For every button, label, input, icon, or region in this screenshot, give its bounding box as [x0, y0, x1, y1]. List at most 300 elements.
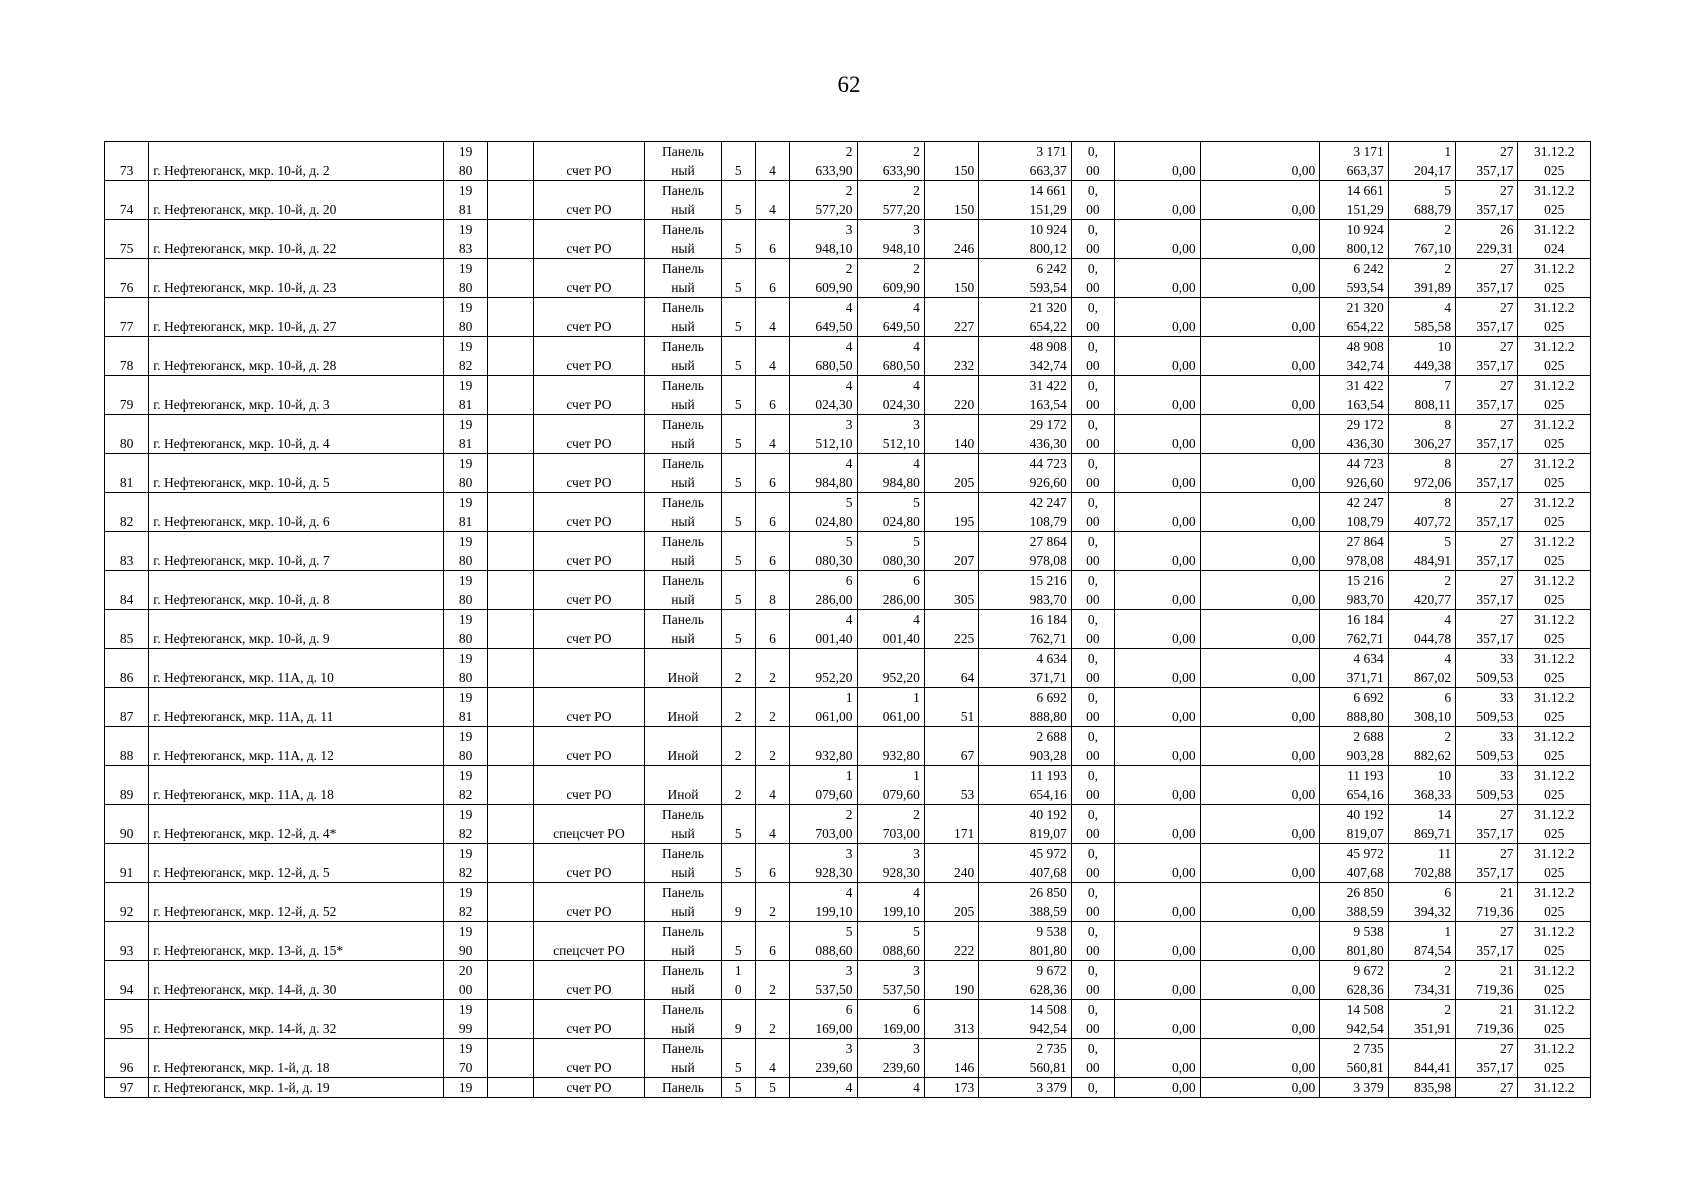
cell-address: г. Нефтеюганск, мкр. 14-й, д. 30 [149, 961, 444, 1000]
cell-line: 70 [458, 1060, 473, 1075]
cell-date [1518, 415, 1591, 454]
cell-line: 942,54 [1029, 1021, 1067, 1036]
cell-material [645, 532, 721, 571]
cell-line: ный [671, 631, 695, 646]
cell-floors [721, 337, 755, 376]
cell-zero [1071, 883, 1114, 922]
cell-fmt: счет РО [533, 259, 645, 298]
cell-line: 024,30 [882, 397, 920, 412]
cell-date [1518, 1039, 1591, 1078]
cell-v1: 0,00 [1115, 1078, 1201, 1098]
cell-blank [488, 181, 533, 220]
cell-line: Панель [662, 456, 704, 471]
cell-address: г. Нефтеюганск, мкр. 10-й, д. 8 [149, 571, 444, 610]
cell-fmt: счет РО [533, 610, 645, 649]
cell-material: Панель [645, 1078, 721, 1098]
cell-line [726, 259, 751, 278]
cell-num: 88 [105, 727, 149, 766]
cell-address: г. Нефтеюганск, мкр. 10-й, д. 5 [149, 454, 444, 493]
cell-line: 19 [458, 183, 473, 198]
cell-line: 31 422 [1346, 378, 1384, 393]
cell-line: 3 [845, 417, 853, 432]
cell-line: 509,53 [1476, 748, 1514, 763]
cell-area-total [790, 571, 857, 610]
cell-line: 80 [458, 475, 473, 490]
cell-year [444, 376, 488, 415]
cell-entrances: 6 [755, 922, 789, 961]
cell-line: 948,10 [882, 241, 920, 256]
cell-line: 00 [1086, 553, 1100, 568]
cell-line: 5 [734, 865, 742, 880]
cell-line: 26 850 [1029, 885, 1067, 900]
cell-entrances: 6 [755, 454, 789, 493]
cell-line [726, 883, 751, 902]
cell-blank [488, 337, 533, 376]
cell-line: 5 [913, 534, 920, 549]
cell-line: 2 [913, 183, 920, 198]
cell-per-m2 [1388, 532, 1455, 571]
cell-cost2 [1320, 532, 1388, 571]
cell-line: Панель [662, 378, 704, 393]
cell-num: 73 [105, 142, 149, 181]
housing-registry-table [104, 141, 1591, 1098]
cell-v1: 0,00 [1115, 337, 1201, 376]
cell-num: 85 [105, 610, 149, 649]
cell-line: 609,90 [815, 280, 853, 295]
cell-line: 00 [1086, 865, 1100, 880]
cell-line [726, 493, 751, 512]
cell-line: 8 [1444, 417, 1452, 432]
cell-v1: 0,00 [1115, 961, 1201, 1000]
cell-line: Иной [667, 748, 699, 763]
cell-line: 388,59 [1346, 904, 1384, 919]
cell-line: 654,22 [1029, 319, 1067, 334]
cell-line: 14 661 [1346, 183, 1384, 198]
cell-blank [488, 610, 533, 649]
cell-blank [488, 1039, 533, 1078]
cell-line: ный [671, 865, 695, 880]
cell-line: 19 [458, 144, 473, 159]
cell-material [645, 337, 721, 376]
cell-v2: 0,00 [1200, 883, 1320, 922]
table-row [105, 181, 1591, 220]
cell-line: 15 216 [1346, 573, 1384, 588]
cell-line: 27 [1499, 261, 1514, 276]
cell-floors [721, 805, 755, 844]
cell-cost2 [1320, 805, 1388, 844]
cell-line: 5 [845, 534, 853, 549]
cell-line: 357,17 [1476, 397, 1514, 412]
cell-line: ный [671, 436, 695, 451]
cell-v2: 0,00 [1200, 610, 1320, 649]
cell-v2: 0,00 [1200, 961, 1320, 1000]
cell-v1: 0,00 [1115, 181, 1201, 220]
cell-limit [1456, 805, 1518, 844]
cell-line: 2 [1444, 222, 1452, 237]
cell-line: 21 [1499, 1002, 1514, 1017]
cell-entrances: 2 [755, 1000, 789, 1039]
cell-area-total [790, 298, 857, 337]
cell-line: 357,17 [1476, 631, 1514, 646]
cell-line [726, 727, 751, 746]
cell-entrances: 6 [755, 610, 789, 649]
cell-line [726, 571, 751, 590]
cell-entrances: 2 [755, 883, 789, 922]
cell-area-total [790, 766, 857, 805]
cell-blank [488, 1000, 533, 1039]
cell-line: 5 [734, 826, 742, 841]
cell-per-m2 [1388, 1039, 1455, 1078]
cell-num: 89 [105, 766, 149, 805]
cell-num: 74 [105, 181, 149, 220]
cell-line: 5 [734, 280, 742, 295]
cell-line: 0, [1087, 963, 1098, 978]
cell-line: 29 172 [1029, 417, 1067, 432]
cell-entrances: 4 [755, 805, 789, 844]
cell-residents: 67 [924, 727, 978, 766]
cell-line: 001,40 [882, 631, 920, 646]
cell-line: 5 [734, 475, 742, 490]
table-row [105, 571, 1591, 610]
cell-line: 800,12 [1346, 241, 1384, 256]
cell-line: 407,68 [1346, 865, 1384, 880]
table-row [105, 532, 1591, 571]
cell-line: 3 [845, 963, 853, 978]
cell-date [1518, 259, 1591, 298]
cell-line: 31 422 [1029, 378, 1067, 393]
cell-zero [1071, 1000, 1114, 1039]
cell-line: Панель [662, 1041, 704, 1056]
cell-line: 351,91 [1413, 1021, 1452, 1036]
cell-line: 5 [734, 514, 742, 529]
cell-date [1518, 649, 1591, 688]
cell-line: 357,17 [1476, 865, 1514, 880]
cell-blank [488, 454, 533, 493]
cell-line: 984,80 [882, 475, 920, 490]
cell-line: 0, [1087, 1041, 1098, 1056]
cell-line: 025 [1544, 670, 1565, 685]
cell-line [726, 181, 751, 200]
cell-line: 926,60 [1029, 475, 1067, 490]
cell-floors [721, 961, 755, 1000]
cell-line: ный [671, 202, 695, 217]
cell-cost2 [1320, 1000, 1388, 1039]
table-body [105, 142, 1591, 1098]
cell-line: 2 688 [1036, 729, 1067, 744]
table-row [105, 610, 1591, 649]
cell-line: 2 [1444, 573, 1452, 588]
cell-line [862, 649, 920, 668]
cell-date [1518, 181, 1591, 220]
cell-line: 903,28 [1029, 748, 1067, 763]
cell-blank [488, 766, 533, 805]
cell-zero: 0, [1071, 1078, 1114, 1098]
cell-line: 983,70 [1346, 592, 1384, 607]
cell-line: 27 [1499, 534, 1514, 549]
cell-line [726, 688, 751, 707]
cell-residents: 53 [924, 766, 978, 805]
cell-line: 342,74 [1029, 358, 1067, 373]
cell-line: 025 [1544, 904, 1565, 919]
cell-cost [979, 181, 1072, 220]
cell-line: 6 [1444, 885, 1452, 900]
cell-line: 4 [913, 612, 920, 627]
cell-line: 512,10 [882, 436, 920, 451]
cell-cost [979, 805, 1072, 844]
cell-line: 2 [913, 144, 920, 159]
cell-line: 0, [1087, 417, 1098, 432]
cell-v2: 0,00 [1200, 805, 1320, 844]
cell-line: 27 [1499, 1041, 1514, 1056]
cell-address: г. Нефтеюганск, мкр. 14-й, д. 32 [149, 1000, 444, 1039]
cell-line: 5 [734, 397, 742, 412]
cell-line: 19 [458, 924, 473, 939]
cell-area-total [790, 844, 857, 883]
cell-line: 14 [1437, 807, 1452, 822]
cell-line: 163,54 [1346, 397, 1384, 412]
cell-line [794, 727, 852, 746]
cell-v1: 0,00 [1115, 805, 1201, 844]
cell-line: 025 [1544, 358, 1565, 373]
cell-line: 31.12.2 [1533, 573, 1575, 588]
cell-date [1518, 805, 1591, 844]
cell-cost2 [1320, 220, 1388, 259]
cell-line: 81 [458, 709, 473, 724]
cell-num: 80 [105, 415, 149, 454]
cell-zero [1071, 961, 1114, 1000]
cell-line: 079,60 [882, 787, 920, 802]
cell-v2: 0,00 [1200, 727, 1320, 766]
cell-residents: 222 [924, 922, 978, 961]
cell-area-total [790, 610, 857, 649]
cell-line: 229,31 [1476, 241, 1514, 256]
cell-limit [1456, 298, 1518, 337]
cell-date [1518, 766, 1591, 805]
cell-zero [1071, 1039, 1114, 1078]
cell-fmt: счет РО [533, 1000, 645, 1039]
cell-area-total [790, 883, 857, 922]
cell-zero [1071, 727, 1114, 766]
cell-year [444, 493, 488, 532]
cell-entrances: 6 [755, 220, 789, 259]
cell-line: 80 [458, 748, 473, 763]
cell-floors [721, 259, 755, 298]
cell-cost [979, 844, 1072, 883]
cell-line: 649,50 [815, 319, 853, 334]
cell-area-living [857, 337, 924, 376]
cell-area-total [790, 493, 857, 532]
cell-line: 19 [458, 222, 473, 237]
cell-v1: 0,00 [1115, 259, 1201, 298]
cell-line [726, 454, 751, 473]
cell-per-m2 [1388, 961, 1455, 1000]
cell-num: 95 [105, 1000, 149, 1039]
cell-material [645, 376, 721, 415]
cell-line: 537,50 [882, 982, 920, 997]
cell-line: 680,50 [815, 358, 853, 373]
cell-line: 81 [458, 514, 473, 529]
cell-per-m2 [1388, 142, 1455, 181]
cell-line: 31.12.2 [1533, 963, 1575, 978]
cell-line: 00 [1086, 787, 1100, 802]
cell-fmt: счет РО [533, 1078, 645, 1098]
cell-line: 024 [1544, 241, 1565, 256]
cell-line: 628,36 [1029, 982, 1067, 997]
cell-line: 48 908 [1029, 339, 1067, 354]
cell-cost2 [1320, 727, 1388, 766]
cell-cost [979, 376, 1072, 415]
cell-line: 27 [1499, 495, 1514, 510]
cell-area-living [857, 571, 924, 610]
cell-limit [1456, 766, 1518, 805]
cell-line: 088,60 [815, 943, 853, 958]
cell-line: 734,31 [1413, 982, 1452, 997]
cell-cost [979, 1000, 1072, 1039]
cell-line: 948,10 [815, 241, 853, 256]
cell-floors [721, 220, 755, 259]
cell-line: 537,50 [815, 982, 853, 997]
cell-line: 449,38 [1413, 358, 1452, 373]
cell-line [726, 649, 751, 668]
cell-line [1393, 1039, 1451, 1058]
cell-address: г. Нефтеюганск, мкр. 12-й, д. 4* [149, 805, 444, 844]
cell-line: 2 [845, 183, 853, 198]
cell-line: 984,80 [815, 475, 853, 490]
cell-per-m2 [1388, 688, 1455, 727]
cell-line: 593,54 [1029, 280, 1067, 295]
cell-material [645, 961, 721, 1000]
cell-line: 4 [845, 456, 853, 471]
cell-line: 6 [913, 1002, 920, 1017]
cell-line: 27 [1499, 573, 1514, 588]
cell-line: 81 [458, 436, 473, 451]
cell-num: 90 [105, 805, 149, 844]
cell-fmt: спецсчет РО [533, 922, 645, 961]
cell-floors [721, 493, 755, 532]
cell-floors [721, 610, 755, 649]
cell-line: Панель [662, 807, 704, 822]
cell-line [726, 1000, 751, 1019]
cell-line: 342,74 [1346, 358, 1384, 373]
cell-line: 27 864 [1029, 534, 1067, 549]
cell-line: 025 [1544, 1060, 1565, 1075]
cell-address: г. Нефтеюганск, мкр. 10-й, д. 7 [149, 532, 444, 571]
cell-entrances: 6 [755, 532, 789, 571]
cell-date [1518, 922, 1591, 961]
cell-year [444, 259, 488, 298]
cell-blank [488, 220, 533, 259]
cell-line: 31.12.2 [1533, 885, 1575, 900]
cell-residents: 140 [924, 415, 978, 454]
cell-num: 91 [105, 844, 149, 883]
cell-blank [488, 571, 533, 610]
cell-date [1518, 727, 1591, 766]
cell-line: 3 [845, 846, 853, 861]
cell-line: Панель [662, 222, 704, 237]
cell-line: 4 [913, 885, 920, 900]
cell-address: г. Нефтеюганск, мкр. 10-й, д. 9 [149, 610, 444, 649]
cell-year [444, 649, 488, 688]
cell-line: 3 [913, 222, 920, 237]
cell-year [444, 532, 488, 571]
cell-line: ный [671, 592, 695, 607]
cell-limit [1456, 649, 1518, 688]
cell-date [1518, 844, 1591, 883]
cell-line: 239,60 [882, 1060, 920, 1075]
cell-line: 199,10 [882, 904, 920, 919]
cell-line: 663,37 [1346, 163, 1384, 178]
cell-fmt: спецсчет РО [533, 805, 645, 844]
cell-material [645, 727, 721, 766]
cell-year [444, 337, 488, 376]
cell-zero [1071, 805, 1114, 844]
cell-zero [1071, 298, 1114, 337]
cell-line: 26 850 [1346, 885, 1384, 900]
cell-material [645, 415, 721, 454]
cell-line: 27 [1499, 846, 1514, 861]
cell-line: ный [671, 163, 695, 178]
cell-line: 82 [458, 904, 473, 919]
cell-line: 80 [458, 280, 473, 295]
cell-line: ный [671, 319, 695, 334]
cell-line: 903,28 [1346, 748, 1384, 763]
cell-line: 00 [1086, 982, 1100, 997]
cell-area-total [790, 532, 857, 571]
cell-cost [979, 337, 1072, 376]
cell-line: 368,33 [1413, 787, 1452, 802]
cell-line: 3 [913, 417, 920, 432]
cell-line: 079,60 [815, 787, 853, 802]
cell-floors [721, 376, 755, 415]
cell-line: 044,78 [1413, 631, 1452, 646]
cell-line: 31.12.2 [1533, 534, 1575, 549]
cell-line: 306,27 [1413, 436, 1452, 451]
cell-floors [721, 298, 755, 337]
cell-line: Панель [662, 612, 704, 627]
cell-line: 371,71 [1029, 670, 1067, 685]
cell-fmt: счет РО [533, 571, 645, 610]
cell-cost2 [1320, 142, 1388, 181]
cell-entrances: 6 [755, 844, 789, 883]
cell-line: 19 [458, 729, 473, 744]
cell-num: 79 [105, 376, 149, 415]
cell-line: 025 [1544, 436, 1565, 451]
cell-line: 4 [845, 378, 853, 393]
cell-address: г. Нефтеюганск, мкр. 13-й, д. 15* [149, 922, 444, 961]
cell-entrances: 6 [755, 259, 789, 298]
cell-line: 3 [845, 222, 853, 237]
cell-line: 357,17 [1476, 436, 1514, 451]
cell-line: 6 692 [1036, 690, 1067, 705]
cell-fmt: счет РО [533, 220, 645, 259]
cell-line: 0, [1087, 846, 1098, 861]
cell-floors [721, 532, 755, 571]
cell-line: 2 [734, 787, 742, 802]
cell-line: 19 [458, 495, 473, 510]
cell-limit [1456, 922, 1518, 961]
cell-line: 025 [1544, 202, 1565, 217]
cell-line [726, 220, 751, 239]
cell-line [649, 766, 716, 785]
cell-per-m2 [1388, 571, 1455, 610]
cell-line: 5 [1444, 183, 1452, 198]
cell-line: ный [671, 1021, 695, 1036]
cell-date [1518, 298, 1591, 337]
cell-area-total [790, 376, 857, 415]
cell-residents: 205 [924, 883, 978, 922]
cell-line: 42 247 [1346, 495, 1384, 510]
cell-line: 19 [458, 534, 473, 549]
